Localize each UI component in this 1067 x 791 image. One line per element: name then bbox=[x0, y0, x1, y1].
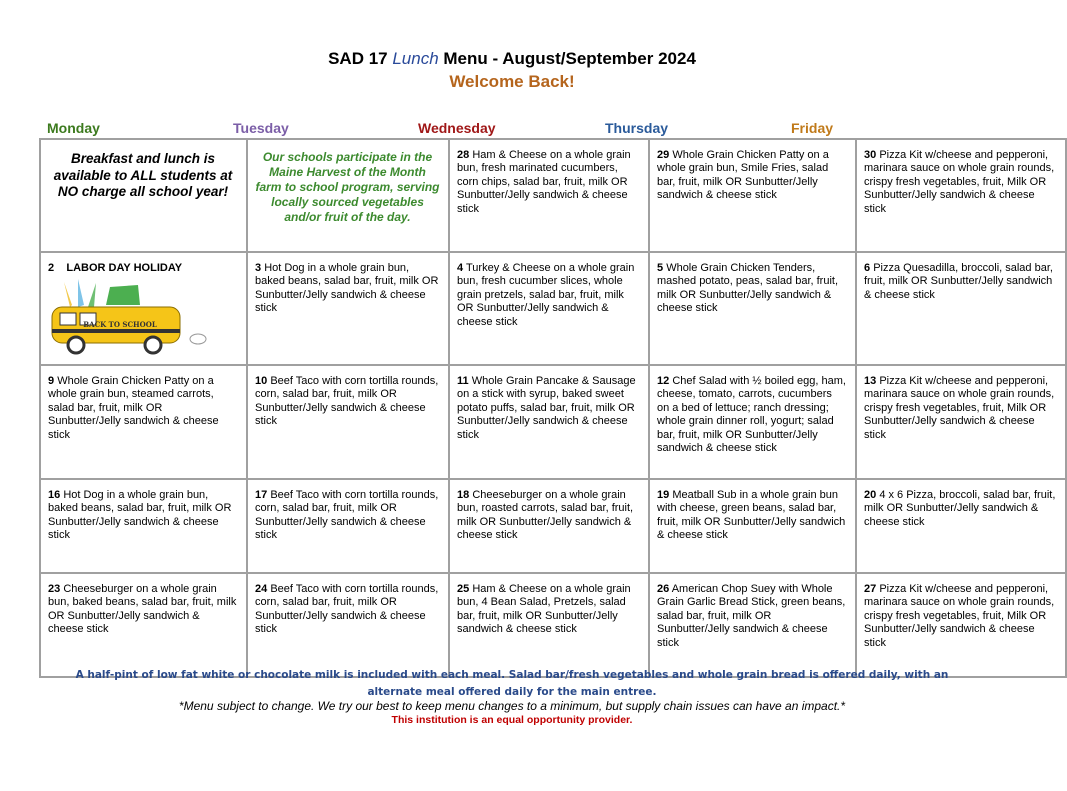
harvest-note: Our schools participate in the Maine Harvest of the Month farm to school program, serving locally sourced vegetables and/or fruit of the day. bbox=[247, 139, 449, 252]
menu-item-text: Meatball Sub in a whole grain bun with cheese, green beans, salad bar, fruit, milk OR Sunbutter/Jelly sandwich & cheese stick bbox=[657, 489, 846, 542]
day-number: 13 bbox=[864, 375, 877, 387]
day-cell bbox=[449, 139, 649, 252]
day-number: 24 bbox=[255, 583, 268, 595]
day-cell bbox=[40, 479, 247, 573]
day-cell bbox=[40, 365, 247, 479]
day-number: 11 bbox=[457, 375, 469, 387]
day-cell bbox=[856, 139, 1066, 252]
milk-note: A half-pint of low fat white or chocolate milk is included with each meal. Salad bar/fresh vegetables and whole grain bread is offered daily, with an alternate meal offered daily for the main entree. bbox=[75, 669, 949, 698]
week-row bbox=[40, 252, 1066, 365]
week-row bbox=[40, 479, 1066, 573]
day-cell bbox=[247, 573, 449, 677]
title-lunch: Lunch bbox=[392, 49, 439, 68]
day-cell bbox=[40, 573, 247, 677]
day-number: 20 bbox=[864, 489, 877, 501]
day-header-monday: Monday bbox=[47, 120, 100, 136]
menu-item-text: Ham & Cheese on a whole grain bun, fresh marinated cucumbers, corn chips, salad bar, fruit, milk OR Sunbutter/Jelly sandwich & cheese stick bbox=[457, 149, 631, 215]
day-number: 10 bbox=[255, 375, 268, 387]
day-number: 9 bbox=[48, 375, 55, 387]
disclaimer: *Menu subject to change. We try our best to keep menu changes to a minimum, but supply chain issues can have an impact.* bbox=[178, 699, 846, 713]
menu-item-text: Whole Grain Chicken Patty on a whole grain bun, Smile Fries, salad bar, fruit, milk OR Sunbutter/Jelly sandwich & cheese stick bbox=[657, 149, 829, 202]
holiday-label: LABOR DAY HOLIDAY bbox=[66, 262, 183, 274]
day-header-friday: Friday bbox=[791, 120, 834, 136]
equal-opportunity-statement: This institution is an equal opportunity provider. bbox=[391, 714, 633, 726]
day-cell bbox=[449, 573, 649, 677]
day-number: 17 bbox=[255, 489, 268, 501]
day-cell bbox=[856, 365, 1066, 479]
menu-item-text: Hot Dog in a whole grain bun, baked beans, salad bar, fruit, milk OR Sunbutter/Jelly sandwich & cheese stick bbox=[255, 262, 439, 315]
week-row bbox=[40, 365, 1066, 479]
day-number: 2 bbox=[48, 262, 55, 274]
menu-item-text: Beef Taco with corn tortilla rounds, corn, salad bar, fruit, milk OR Sunbutter/Jelly sandwich & cheese stick bbox=[255, 489, 439, 542]
day-cell bbox=[247, 365, 449, 479]
day-number: 25 bbox=[457, 583, 470, 595]
day-cell bbox=[247, 252, 449, 365]
day-number: 26 bbox=[657, 583, 670, 595]
day-number: 23 bbox=[48, 583, 61, 595]
day-cell bbox=[649, 252, 856, 365]
menu-item-text: Cheeseburger on a whole grain bun, baked beans, salad bar, fruit, milk OR Sunbutter/Jelly sandwich & cheese stick bbox=[48, 583, 237, 636]
week-row bbox=[40, 573, 1066, 677]
day-cell bbox=[649, 139, 856, 252]
menu-item-text: Pizza Kit w/cheese and pepperoni, marinara sauce on whole grain rounds, crispy fresh vegetables, fruit, Milk OR Sunbutter/Jelly sandwich & cheese stick bbox=[864, 375, 1055, 441]
menu-item-text: Whole Grain Chicken Tenders, mashed potato, peas, salad bar, fruit, milk OR Sunbutter/Jelly sandwich & cheese stick bbox=[657, 262, 839, 315]
title-suffix: Menu - August/September 2024 bbox=[438, 49, 696, 68]
day-header-thursday: Thursday bbox=[605, 120, 669, 136]
menu-item-text: Cheeseburger on a whole grain bun, roasted carrots, salad bar, fruit, milk OR Sunbutter/Jelly sandwich & cheese stick bbox=[457, 489, 634, 542]
day-cell bbox=[856, 252, 1066, 365]
page-title bbox=[0, 49, 1024, 69]
day-number: 5 bbox=[657, 262, 664, 274]
day-number: 12 bbox=[657, 375, 670, 387]
day-number: 29 bbox=[657, 149, 670, 161]
day-number: 16 bbox=[48, 489, 61, 501]
day-cell bbox=[856, 479, 1066, 573]
menu-item-text: Turkey & Cheese on a whole grain bun, fresh cucumber slices, whole grain pretzels, salad bar, fruit, milk OR Sunbutter/Jelly sandwich & cheese stick bbox=[457, 262, 635, 328]
day-cell bbox=[649, 365, 856, 479]
menu-item-text: Hot Dog in a whole grain bun, baked beans, salad bar, fruit, milk OR Sunbutter/Jelly sandwich & cheese stick bbox=[48, 489, 232, 542]
day-number: 27 bbox=[864, 583, 877, 595]
menu-calendar bbox=[39, 138, 1067, 678]
day-cell bbox=[449, 365, 649, 479]
day-cell bbox=[449, 252, 649, 365]
menu-item-text: Whole Grain Chicken Patty on a whole grain bun, steamed carrots, salad bar, fruit, milk OR Sunbutter/Jelly sandwich & cheese stick bbox=[48, 375, 219, 441]
menu-item-text: Beef Taco with corn tortilla rounds, corn, salad bar, fruit, milk OR Sunbutter/Jelly sandwich & cheese stick bbox=[255, 583, 439, 636]
menu-item-text: Ham & Cheese on a whole grain bun, 4 Bean Salad, Pretzels, salad bar, fruit, milk OR Sunbutter/Jelly sandwich & cheese stick bbox=[457, 583, 631, 636]
day-number: 19 bbox=[657, 489, 670, 501]
day-cell bbox=[649, 479, 856, 573]
svg-text:BACK TO SCHOOL: BACK TO SCHOOL bbox=[83, 320, 157, 330]
free-meals-note: Breakfast and lunch is available to ALL students at NO charge all school year! bbox=[40, 139, 247, 252]
day-cell bbox=[649, 573, 856, 677]
day-number: 28 bbox=[457, 149, 470, 161]
day-number: 6 bbox=[864, 262, 871, 274]
day-cell bbox=[247, 479, 449, 573]
menu-item-text: American Chop Suey with Whole Grain Garlic Bread Stick, green beans, salad bar, fruit, milk OR Sunbutter/Jelly sandwich & cheese stick bbox=[657, 583, 846, 649]
day-number: 18 bbox=[457, 489, 470, 501]
day-header-wednesday: Wednesday bbox=[418, 120, 496, 136]
week-row bbox=[40, 139, 1066, 252]
day-number: 30 bbox=[864, 149, 877, 161]
school-bus-icon bbox=[48, 277, 213, 357]
welcome-subtitle: Welcome Back! bbox=[449, 72, 575, 91]
menu-item-text: Whole Grain Pancake & Sausage on a stick with syrup, baked sweet potato puffs, salad bar, fruit, milk OR Sunbutter/Jelly sandwich & cheese stick bbox=[457, 375, 636, 441]
menu-item-text: 4 x 6 Pizza, broccoli, salad bar, fruit, milk OR Sunbutter/Jelly sandwich & cheese stick bbox=[864, 489, 1056, 528]
day-cell bbox=[856, 573, 1066, 677]
day-number: 3 bbox=[255, 262, 262, 274]
title-prefix: SAD 17 bbox=[328, 49, 393, 68]
menu-item-text: Pizza Kit w/cheese and pepperoni, marinara sauce on whole grain rounds, crispy fresh vegetables, fruit, Milk OR Sunbutter/Jelly sandwich & cheese stick bbox=[864, 149, 1055, 215]
day-number: 4 bbox=[457, 262, 464, 274]
menu-item-text: Chef Salad with ½ boiled egg, ham, cheese, tomato, carrots, cucumbers on a bed of lettuce; ranch dressing; whole grain dinner roll, yogurt; salad bar, fruit, milk OR Sunbutter/Jelly sandwich & cheese stick bbox=[657, 375, 846, 455]
menu-item-text: Beef Taco with corn tortilla rounds, corn, salad bar, fruit, milk OR Sunbutter/Jelly sandwich & cheese stick bbox=[255, 375, 439, 428]
menu-item-text: Pizza Quesadilla, broccoli, salad bar, fruit, milk OR Sunbutter/Jelly sandwich & cheese stick bbox=[864, 262, 1053, 301]
day-cell bbox=[449, 479, 649, 573]
day-cell bbox=[40, 252, 247, 365]
menu-item-text: Pizza Kit w/cheese and pepperoni, marinara sauce on whole grain rounds, crispy fresh vegetables, fruit, Milk OR Sunbutter/Jelly sandwich & cheese stick bbox=[864, 583, 1055, 649]
day-header-tuesday: Tuesday bbox=[233, 120, 289, 136]
